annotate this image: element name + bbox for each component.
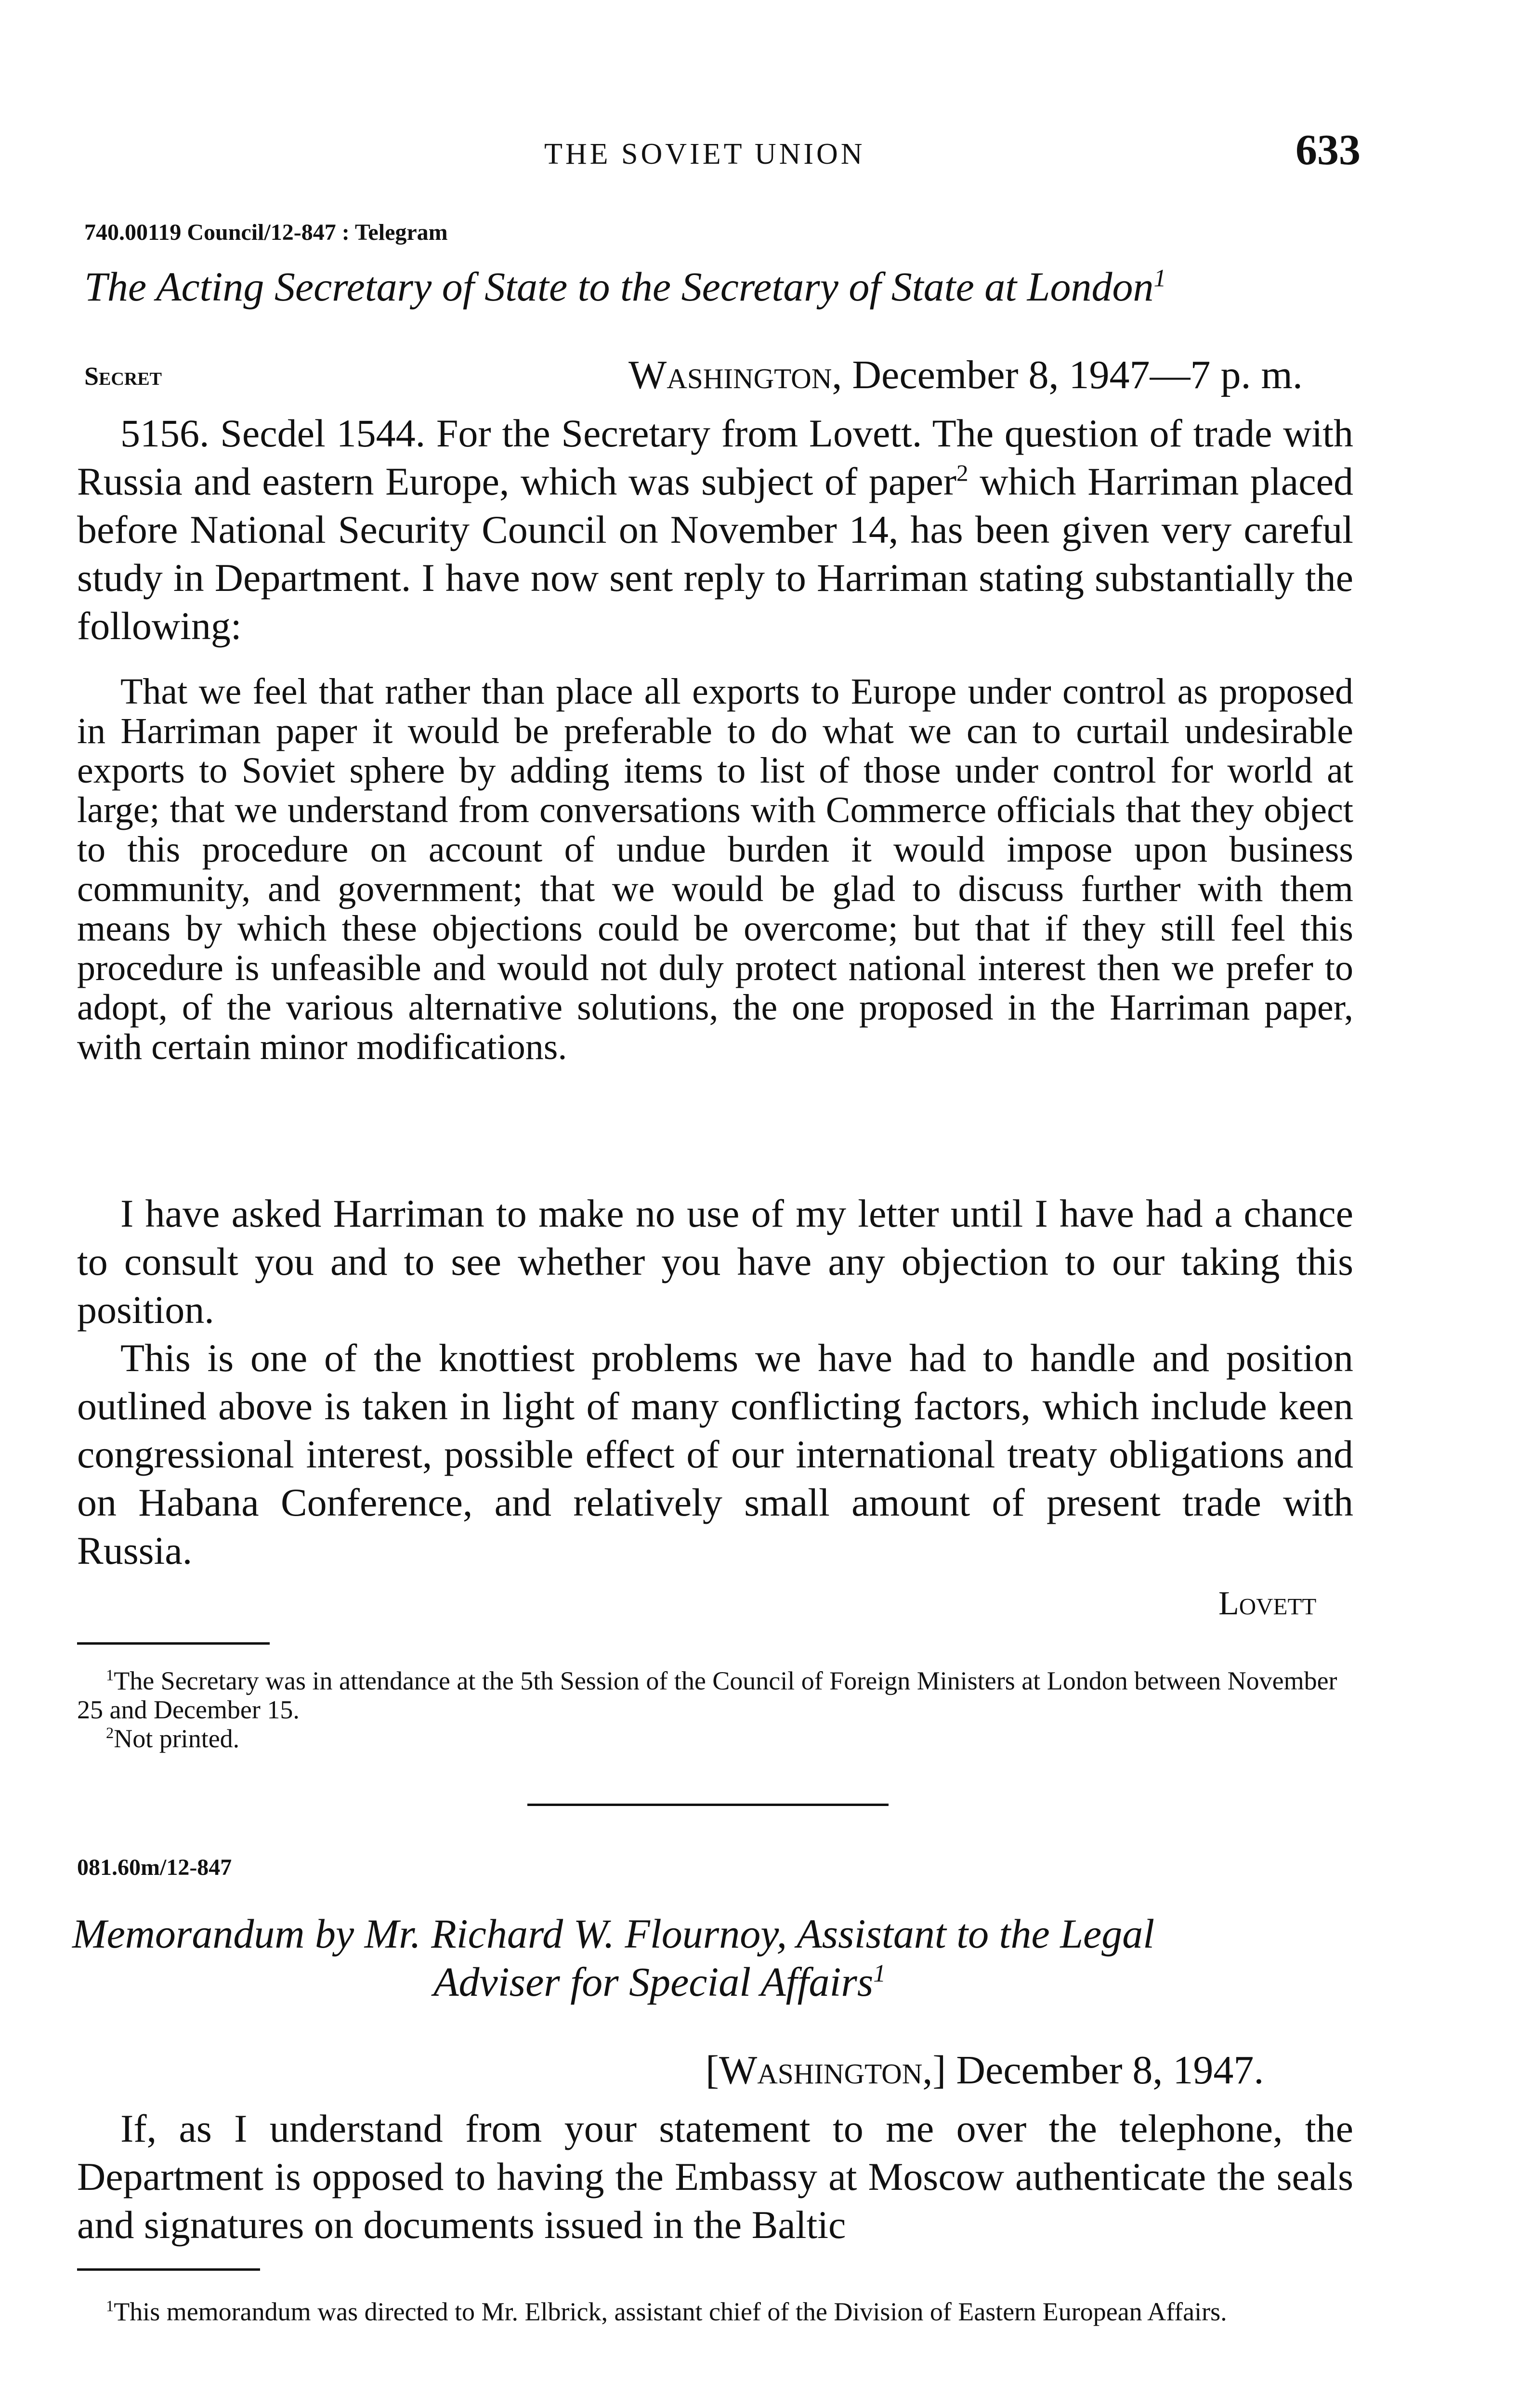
doc1-footnote-1: [77, 1666, 1353, 1724]
doc2-dateline: [706, 2047, 1264, 2094]
doc1-signature: Lovett: [1218, 1585, 1317, 1622]
doc1-file-reference: 740.00119 Council/12-847 : Telegram: [84, 220, 448, 245]
doc1-footnotes: [77, 1666, 1353, 1753]
doc1-para3-text: This is one of the knottiest problems we have had to handle and position outlined above is taken in light of many conflicting factors, which include keen congressional interest, possible effect of our international treaty obligations and on Habana Conference, and relatively small amount of present trade with Russia.: [77, 1336, 1353, 1572]
doc1-title-footnote-mark: 1: [1153, 264, 1166, 292]
doc1-dateline: [628, 352, 1303, 398]
doc1-classification: Secret: [84, 362, 162, 391]
doc2-file-reference: 081.60m/12-847: [77, 1855, 232, 1880]
doc1-title: [84, 262, 1385, 311]
doc2-para1-text: If, as I understand from your statement to me over the telephone, the Department is opposed to having the Embassy at Moscow authenticate the seals and signatures on documents issued in the Baltic: [77, 2107, 1353, 2247]
doc1-paragraph-3: [77, 1334, 1353, 1575]
doc2-title-line-2: [433, 1958, 886, 2006]
doc2-title-footnote-mark: 1: [873, 1960, 886, 1988]
doc1-footnote-2: [77, 1724, 1353, 1753]
doc1-dateline-place: Washington: [628, 353, 832, 397]
doc1-title-text: The Acting Secretary of State to the Secretary of State at London: [84, 263, 1154, 310]
doc2-paragraph-1: [77, 2105, 1353, 2249]
running-title: THE SOVIET UNION: [544, 138, 865, 170]
doc1-footnote-1-text: The Secretary was in attendance at the 5th Session of the Council of Foreign Ministers at London between November 25 and December 15.: [77, 1666, 1337, 1724]
doc1-quoted-reply: [77, 672, 1353, 1067]
doc1-para2-text: I have asked Harriman to make no use of my letter until I have had a chance to consult you and to see whether you have any objection to our taking this position.: [77, 1191, 1353, 1332]
section-divider-rule: [527, 1804, 889, 1806]
doc2-dateline-date: December 8, 1947.: [946, 2048, 1264, 2093]
doc2-footnotes: [77, 2297, 1353, 2326]
doc2-title-line-2-text: Adviser for Special Affairs: [433, 1959, 874, 2005]
doc1-quote-text: That we feel that rather than place all exports to Europe under control as proposed in Harriman paper it would be preferable to do what we can to curtail undesirable exports to Soviet sphere by adding items to list of those under control for world at large; that we understand from conversations with Commerce officials that they object to this procedure on account of undue burden it would impose upon business community, and government; that we would be glad to discuss further with them means by which these objections could be overcome; but that if they still feel this procedure is unfeasible and would not duly protect national interest then we prefer to adopt, of the various alternative solutions, the one proposed in the Harriman paper, with certain minor modifications.: [77, 671, 1353, 1067]
doc1-footnote-2-mark: 2: [106, 1725, 114, 1742]
doc1-para1-footnote-mark: 2: [956, 459, 968, 486]
doc1-paragraph-1: [77, 409, 1353, 650]
doc1-footnote-1-mark: 1: [106, 1667, 114, 1684]
doc1-footnote-rule: [77, 1642, 270, 1645]
doc1-para1-text-b: which Harriman placed before National Security Council on November 14, has been given very careful study in Department. I have now sent reply to Harriman stating substantially the following:: [77, 459, 1353, 648]
doc1-paragraph-2: [77, 1190, 1353, 1334]
doc1-para1-text-a: 5156. Secdel 1544. For the Secretary from Lovett. The question of trade with Russia and eastern Europe, which was subject of paper: [77, 411, 1353, 503]
doc2-footnote-1-mark: 1: [106, 2298, 114, 2315]
doc2-dateline-place: [Washington,]: [706, 2048, 946, 2093]
doc2-footnote-rule: [77, 2268, 260, 2271]
page-number: 633: [1296, 126, 1361, 174]
doc2-title-line-1: Memorandum by Mr. Richard W. Flournoy, Assistant to the Legal: [72, 1911, 1155, 1957]
doc1-dateline-date: , December 8, 1947—7 p. m.: [832, 353, 1303, 397]
doc2-footnote-1-text: This memorandum was directed to Mr. Elbrick, assistant chief of the Division of Eastern European Affairs.: [114, 2297, 1227, 2326]
doc2-footnote-1: [77, 2297, 1353, 2326]
doc1-footnote-2-text: Not printed.: [114, 1724, 240, 1753]
